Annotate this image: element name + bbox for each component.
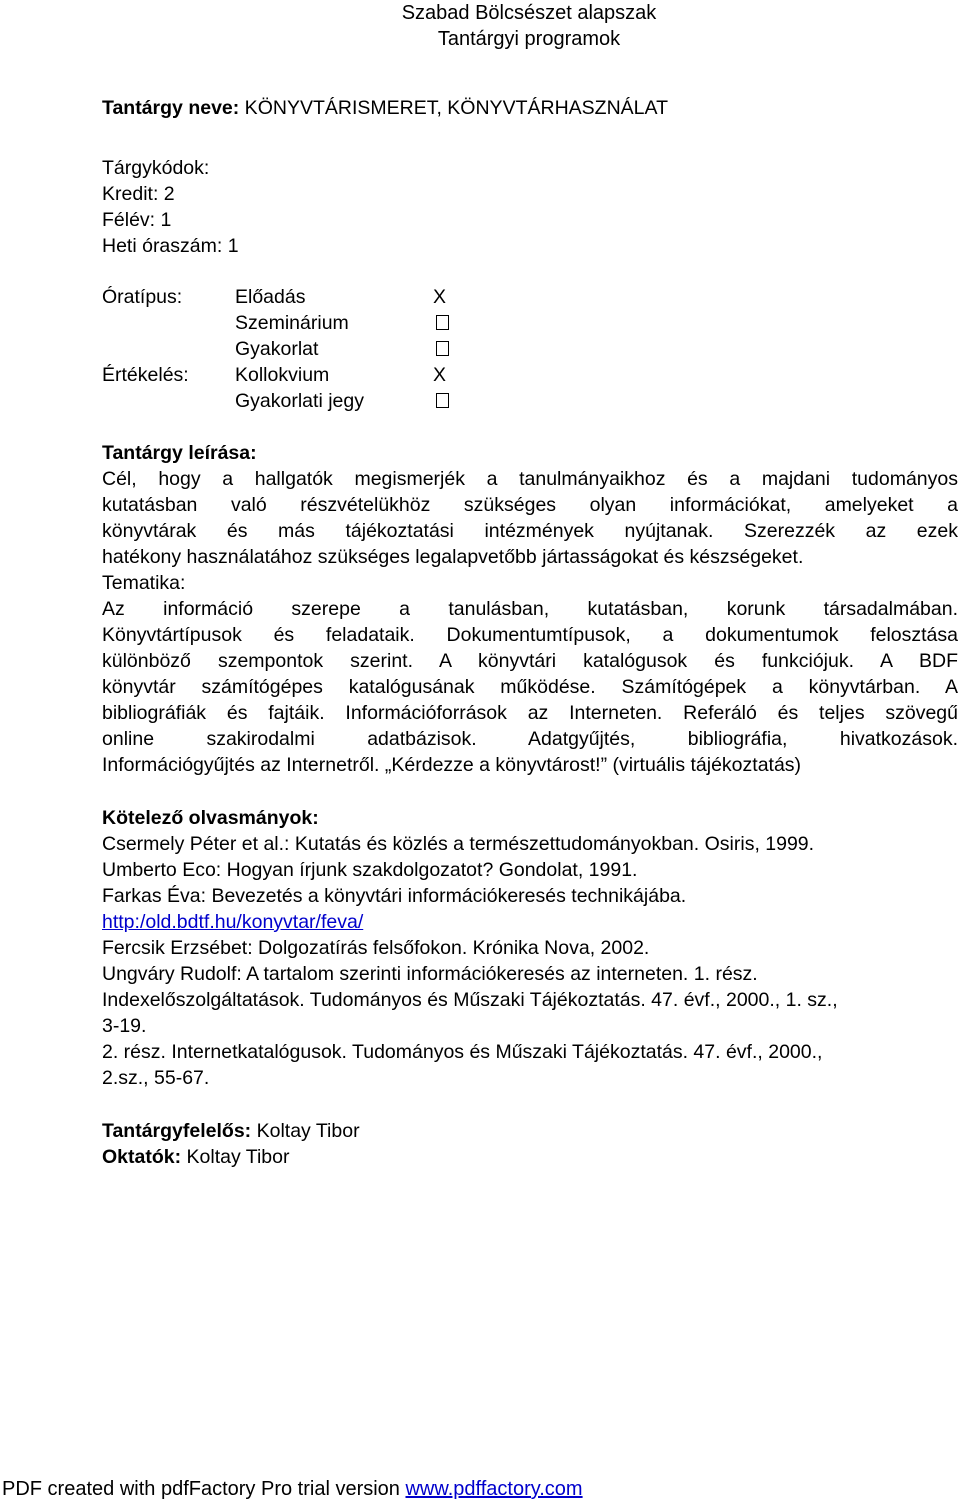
ora-label: Óratípus: [102, 286, 183, 308]
pdf-footer [2, 1476, 583, 1502]
reading-item: 2. rész. Internetkatalógusok. Tudományos és Műszaki Tájékoztatás. 47. évf., 2000., [102, 1041, 823, 1063]
tematika-label: Tematika: [102, 572, 186, 594]
description-section [102, 440, 958, 778]
course-title [102, 95, 958, 121]
reading-link[interactable]: http:/old.bdtf.hu/konyvtar/feva/ [102, 911, 364, 933]
reading-item: Csermely Péter et al.: Kutatás és közlés a természettudományokban. Osiris, 1999. [102, 833, 815, 855]
type-mark: X [433, 364, 447, 386]
reading-item: Umberto Eco: Hogyan írjunk szakdolgozatot? Gondolat, 1991. [102, 859, 638, 881]
readings-heading: Kötelező olvasmányok: [102, 807, 319, 829]
staff-section [102, 1118, 958, 1170]
description-line: kutatásban való részvételükhöz szükséges olyan információkat, amelyeket a [102, 494, 958, 516]
course-hours: Heti óraszám: 1 [102, 235, 239, 257]
type-name: Gyakorlat [235, 338, 319, 360]
reading-item: Fercsik Erzsébet: Dolgozatírás felsőfokon. Krónika Nova, 2002. [102, 937, 650, 959]
description-heading: Tantárgy leírása: [102, 442, 257, 464]
reading-item: Indexelőszolgáltatások. Tudományos és Műszaki Tájékoztatás. 47. évf., 2000., 1. sz., [102, 989, 838, 1011]
description-line: könyvtárak és más tájékoztatási intézmények nyújtanak. Szerezzék az ezek [102, 520, 958, 542]
course-semester: Félév: 1 [102, 209, 172, 231]
reading-item: 3-19. [102, 1015, 147, 1037]
description-line: hatékony használatához szükséges legalapvetőbb jártasságokat és készségeket. [102, 546, 804, 568]
tematika-line: különböző szempontok szerint. A könyvtári katalógusok és funkciójuk. A BDF [102, 650, 958, 672]
type-name: Szeminárium [235, 312, 349, 334]
checkbox-icon [436, 393, 449, 408]
tematika-line: könyvtár számítógépes katalógusának működése. Számítógépek a könyvtárban. A [102, 676, 958, 698]
footer-text: PDF created with pdfFactory Pro trial version [2, 1478, 406, 1500]
tematika-line: online szakirodalmi adatbázisok. Adatgyűjtés, bibliográfia, hivatkozások. [102, 728, 958, 750]
footer-link[interactable]: www.pdffactory.com [405, 1478, 583, 1500]
type-name: Előadás [235, 286, 306, 308]
type-name: Gyakorlati jegy [235, 390, 364, 412]
type-name: Kollokvium [235, 364, 330, 386]
course-name-value: KÖNYVTÁRISMERET, KÖNYVTÁRHASZNÁLAT [239, 97, 668, 119]
reading-item: Ungváry Rudolf: A tartalom szerinti információkeresés az interneten. 1. rész. [102, 963, 758, 985]
description-line: Cél, hogy a hallgatók megismerjék a tanulmányaikhoz és a majdani tudományos [102, 468, 958, 490]
tematika-line: Könyvtártípusok és feladataik. Dokumentumtípusok, a dokumentumok felosztása [102, 624, 958, 646]
teachers-value: Koltay Tibor [181, 1146, 290, 1168]
course-info [102, 155, 958, 259]
header-line-1: Szabad Bölcsészet alapszak [401, 2, 657, 24]
tematika-line: Az információ szerepe a tanulásban, kutatásban, korunk társadalmában. [102, 598, 958, 620]
type-mark: X [433, 286, 447, 308]
checkbox-icon [436, 341, 449, 356]
course-code: Tárgykódok: [102, 157, 210, 179]
tematika-line: bibliográfiák és fajtáik. Információforrások az Interneten. Referáló és teljes szövegű [102, 702, 958, 724]
tematika-line: Információgyűjtés az Internetről. „Kérdezze a könyvtárost!” (virtuális tájékoztatás) [102, 754, 802, 776]
responsible-label: Tantárgyfelelős: [102, 1120, 252, 1142]
reading-item: Farkas Éva: Bevezetés a könyvtári információkeresés technikájába. [102, 885, 687, 907]
course-name-label: Tantárgy neve: [102, 97, 240, 119]
teachers-label: Oktatók: [102, 1146, 182, 1168]
reading-item: 2.sz., 55-67. [102, 1067, 210, 1089]
responsible-value: Koltay Tibor [251, 1120, 360, 1142]
readings-section [102, 805, 958, 1091]
eval-label: Értékelés: [102, 364, 189, 386]
course-credit: Kredit: 2 [102, 183, 175, 205]
checkbox-icon [436, 315, 449, 330]
header-line-2: Tantárgyi programok [437, 28, 621, 50]
